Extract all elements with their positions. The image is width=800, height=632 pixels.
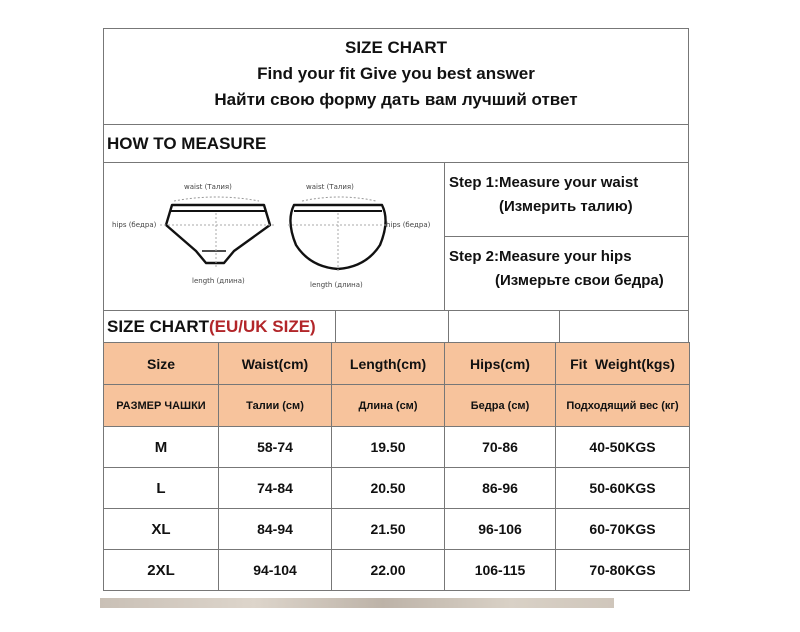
title-row-spacer bbox=[560, 311, 688, 342]
cell-hips: 96-106 bbox=[445, 509, 556, 550]
cell-size: L bbox=[104, 468, 219, 509]
step-hips bbox=[445, 236, 688, 310]
front-hips-label: hips (бедра) bbox=[112, 221, 157, 229]
briefs-diagram-svg bbox=[104, 163, 444, 311]
header-waist: Waist(cm) bbox=[219, 343, 332, 385]
measure-steps bbox=[445, 163, 688, 310]
table-row bbox=[104, 427, 690, 468]
title-row-spacer bbox=[449, 311, 560, 342]
cell-hips: 106-115 bbox=[445, 550, 556, 591]
size-table bbox=[103, 342, 690, 591]
table-row bbox=[104, 509, 690, 550]
chart-subtitle-en: Find your fit Give you best answer bbox=[257, 64, 535, 83]
cell-hips: 86-96 bbox=[445, 468, 556, 509]
cell-waist: 74-84 bbox=[219, 468, 332, 509]
header-length: Length(cm) bbox=[332, 343, 445, 385]
chart-header bbox=[103, 28, 689, 124]
cell-length: 20.50 bbox=[332, 468, 445, 509]
header-hips-ru: Бедра (см) bbox=[445, 385, 556, 427]
measurement-diagram bbox=[104, 163, 445, 310]
cell-weight: 70-80KGS bbox=[556, 550, 690, 591]
cell-weight: 60-70KGS bbox=[556, 509, 690, 550]
how-to-measure-heading: HOW TO MEASURE bbox=[103, 124, 689, 162]
front-length-label: length (длина) bbox=[192, 277, 245, 285]
title-row-spacer bbox=[336, 311, 449, 342]
cell-waist: 94-104 bbox=[219, 550, 332, 591]
size-chart-title-row bbox=[103, 310, 689, 342]
cell-size: XL bbox=[104, 509, 219, 550]
step-hips-en: Step 2:Measure your hips bbox=[449, 248, 632, 265]
cell-size: 2XL bbox=[104, 550, 219, 591]
cell-length: 22.00 bbox=[332, 550, 445, 591]
back-brief-drawing bbox=[288, 197, 388, 273]
header-weight: Fit Weight(kgs) bbox=[556, 343, 690, 385]
measure-section bbox=[103, 162, 689, 310]
cell-waist: 84-94 bbox=[219, 509, 332, 550]
header-length-ru: Длина (см) bbox=[332, 385, 445, 427]
size-chart-sheet bbox=[103, 28, 689, 591]
table-row bbox=[104, 550, 690, 591]
step-hips-ru: (Измерьте свои бедра) bbox=[495, 272, 664, 289]
size-chart-title bbox=[104, 311, 336, 342]
front-brief-drawing bbox=[160, 197, 274, 267]
cell-waist: 58-74 bbox=[219, 427, 332, 468]
header-size-ru: РАЗМЕР ЧАШКИ bbox=[104, 385, 219, 427]
table-header-row-ru bbox=[104, 385, 690, 427]
header-size: Size bbox=[104, 343, 219, 385]
cell-weight: 50-60KGS bbox=[556, 468, 690, 509]
size-chart-region: (EU/UK SIZE) bbox=[209, 317, 316, 336]
cell-length: 21.50 bbox=[332, 509, 445, 550]
cell-hips: 70-86 bbox=[445, 427, 556, 468]
header-hips: Hips(cm) bbox=[445, 343, 556, 385]
front-waist-label: waist (Талия) bbox=[184, 183, 232, 191]
chart-subtitle-ru: Найти свою форму дать вам лучший ответ bbox=[214, 90, 578, 109]
back-waist-label: waist (Талия) bbox=[306, 183, 354, 191]
header-weight-ru: Подходящий вес (кг) bbox=[556, 385, 690, 427]
chart-title: SIZE CHART bbox=[345, 38, 447, 57]
step-waist bbox=[445, 163, 688, 236]
product-photo-strip bbox=[100, 598, 614, 608]
size-chart-title-text: SIZE CHART bbox=[107, 317, 209, 336]
back-hips-label: hips (бедра) bbox=[386, 221, 431, 229]
cell-size: M bbox=[104, 427, 219, 468]
back-length-label: length (длина) bbox=[310, 281, 363, 289]
cell-length: 19.50 bbox=[332, 427, 445, 468]
table-header-row-en bbox=[104, 343, 690, 385]
step-waist-ru: (Измерить талию) bbox=[499, 198, 633, 215]
step-waist-en: Step 1:Measure your waist bbox=[449, 174, 639, 191]
table-row bbox=[104, 468, 690, 509]
cell-weight: 40-50KGS bbox=[556, 427, 690, 468]
header-waist-ru: Талии (см) bbox=[219, 385, 332, 427]
